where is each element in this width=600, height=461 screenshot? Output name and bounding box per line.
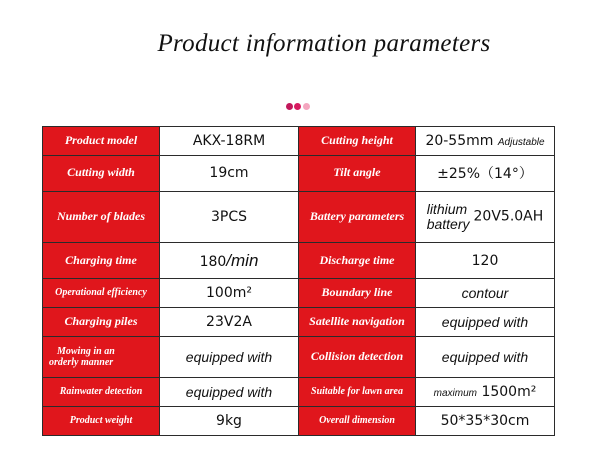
param-label: Overall dimension xyxy=(299,406,416,435)
table-row xyxy=(43,378,555,407)
param-value: equipped with xyxy=(160,378,299,407)
table-row xyxy=(43,406,555,435)
value-main: 180 xyxy=(199,253,227,270)
param-value: ±25%（14°） xyxy=(416,155,555,191)
dot-indicator[interactable] xyxy=(286,103,293,110)
parameters-table xyxy=(42,126,555,436)
label-line: Mowing in an xyxy=(57,345,115,357)
table-row xyxy=(43,191,555,243)
param-label: Cutting height xyxy=(299,127,416,156)
param-value: equipped with xyxy=(416,308,555,337)
table-row xyxy=(43,127,555,156)
param-value: 3PCS xyxy=(160,191,299,243)
param-label: Product weight xyxy=(43,406,160,435)
param-value xyxy=(416,378,555,407)
param-value: 50*35*30cm xyxy=(416,406,555,435)
param-label: Rainwater detection xyxy=(43,378,160,407)
table-row xyxy=(43,155,555,191)
table-row xyxy=(43,279,555,308)
param-label: Boundary line xyxy=(299,279,416,308)
dot-indicator[interactable] xyxy=(294,103,301,110)
value-main: 1500m² xyxy=(481,383,537,400)
dot-indicator[interactable] xyxy=(303,103,310,110)
value-line: battery xyxy=(426,216,470,233)
table-row xyxy=(43,337,555,378)
param-label: Discharge time xyxy=(299,243,416,279)
param-value: contour xyxy=(416,279,555,308)
param-label: Charging piles xyxy=(43,308,160,337)
param-value xyxy=(416,191,555,243)
param-label: Suitable for lawn area xyxy=(299,378,416,407)
param-label: Charging time xyxy=(43,243,160,279)
param-label: Battery parameters xyxy=(299,191,416,243)
param-value xyxy=(416,127,555,156)
page-title: Product information parameters xyxy=(157,30,491,57)
value-main: 20-55mm xyxy=(425,132,494,149)
value-main: 20V5.0AH xyxy=(473,209,544,226)
param-label: Product model xyxy=(43,127,160,156)
param-value: equipped with xyxy=(416,337,555,378)
param-value: equipped with xyxy=(160,337,299,378)
param-label: Number of blades xyxy=(43,191,160,243)
param-label: Tilt angle xyxy=(299,155,416,191)
param-value: AKX-18RM xyxy=(160,127,299,156)
param-value xyxy=(160,243,299,279)
value-stack xyxy=(427,202,470,231)
param-label: Collision detection xyxy=(299,337,416,378)
label-line: orderly manner xyxy=(49,357,114,369)
value-unit: /min xyxy=(226,250,259,270)
param-label xyxy=(43,337,160,378)
param-value: 23V2A xyxy=(160,308,299,337)
param-value: 120 xyxy=(416,243,555,279)
param-value: 19cm xyxy=(160,155,299,191)
param-value: 9kg xyxy=(160,406,299,435)
value-line: lithium xyxy=(426,201,468,218)
param-label: Operational efficiency xyxy=(43,279,160,308)
value-note: maximum xyxy=(433,387,477,399)
table-row xyxy=(43,243,555,279)
value-note: Adjustable xyxy=(497,136,545,148)
param-label: Satellite navigation xyxy=(299,308,416,337)
param-label: Cutting width xyxy=(43,155,160,191)
table-row xyxy=(43,308,555,337)
param-value: 100m² xyxy=(160,279,299,308)
